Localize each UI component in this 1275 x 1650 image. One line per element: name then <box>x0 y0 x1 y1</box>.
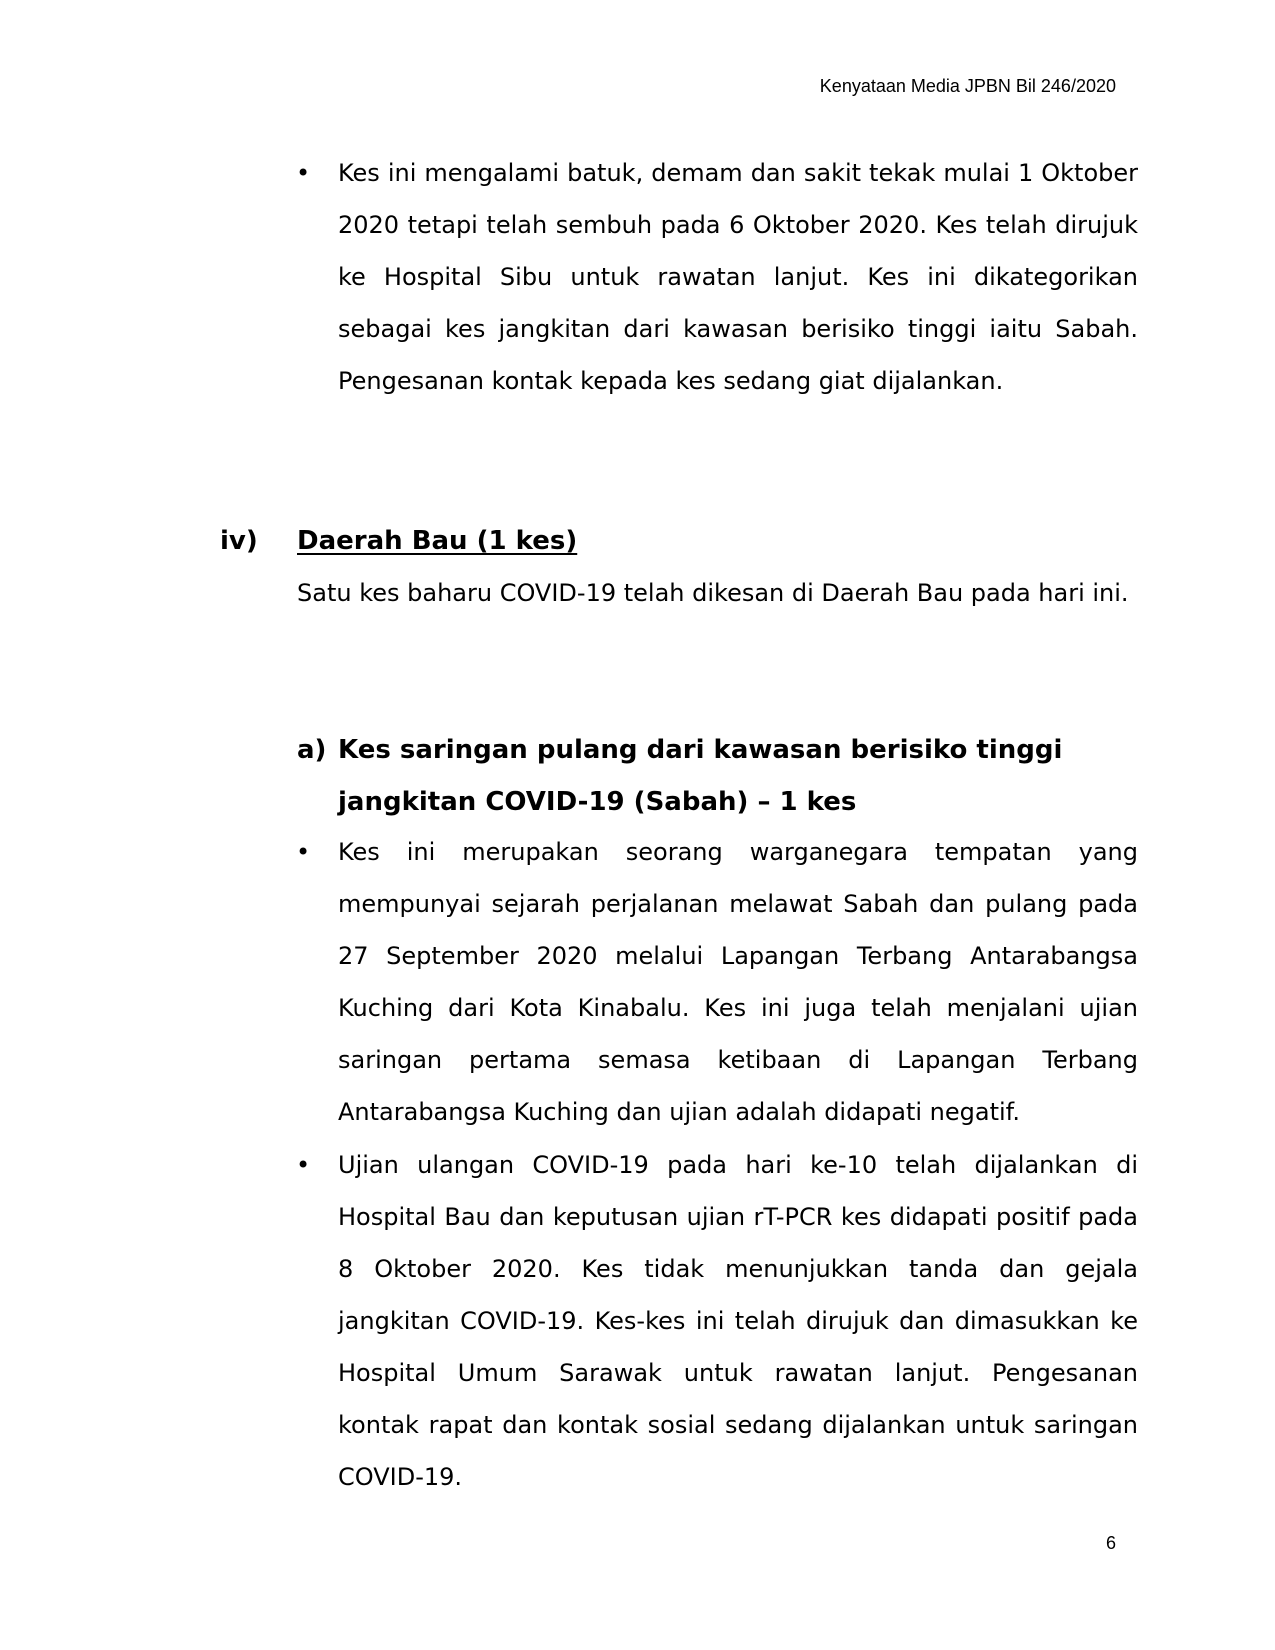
list-item <box>296 147 1138 407</box>
bullet-icon: • <box>296 838 311 866</box>
page-number: 6 <box>1105 1533 1116 1553</box>
list-item <box>296 1139 1138 1503</box>
subsection-letter: a) <box>297 735 327 765</box>
subsection-heading: Kes saringan pulang dari kawasan berisiko tinggi jangkitan COVID-19 (Sabah) – 1 kes <box>338 735 1063 817</box>
list-item-text: Kes ini mengalami batuk, demam dan sakit tekak mulai 1 Oktober 2020 tetapi telah sembuh pada 6 Oktober 2020. Kes telah dirujuk ke Hospital Sibu untuk rawatan lanjut. Kes ini dikategorikan sebagai kes jangkitan dari kawasan berisiko tinggi iaitu Sabah. Pengesanan kontak kepada kes sedang giat dijalankan. <box>338 159 1138 395</box>
list-item-text: Ujian ulangan COVID-19 pada hari ke-10 telah dijalankan di Hospital Bau dan keputusan ujian rT-PCR kes didapati positif pada 8 Oktober 2020. Kes tidak menunjukkan tanda dan gejala jangkitan COVID-19. Kes-kes ini telah dirujuk dan dimasukkan ke Hospital Umum Sarawak untuk rawatan lanjut. Pengesanan kontak rapat dan kontak sosial sedang dijalankan untuk saringan COVID-19. <box>338 1151 1138 1491</box>
section-number: iv) <box>220 526 258 556</box>
bullet-icon: • <box>296 1151 311 1179</box>
list-item-text: Kes ini merupakan seorang warganegara tempatan yang mempunyai sejarah perjalanan melawat Sabah dan pulang pada 27 September 2020 melalui Lapangan Terbang Antarabangsa Kuching dari Kota Kinabalu. Kes ini juga telah menjalani ujian saringan pertama semasa ketibaan di Lapangan Terbang Antarabangsa Kuching dan ujian adalah didapati negatif. <box>338 838 1138 1126</box>
list-item <box>296 826 1138 1138</box>
section-intro-paragraph: Satu kes baharu COVID-19 telah dikesan di Daerah Bau pada hari ini. <box>297 579 1129 607</box>
bullet-icon: • <box>296 159 311 187</box>
section-heading: Daerah Bau (1 kes) <box>297 526 578 556</box>
document-reference: Kenyataan Media JPBN Bil 246/2020 <box>819 76 1116 96</box>
